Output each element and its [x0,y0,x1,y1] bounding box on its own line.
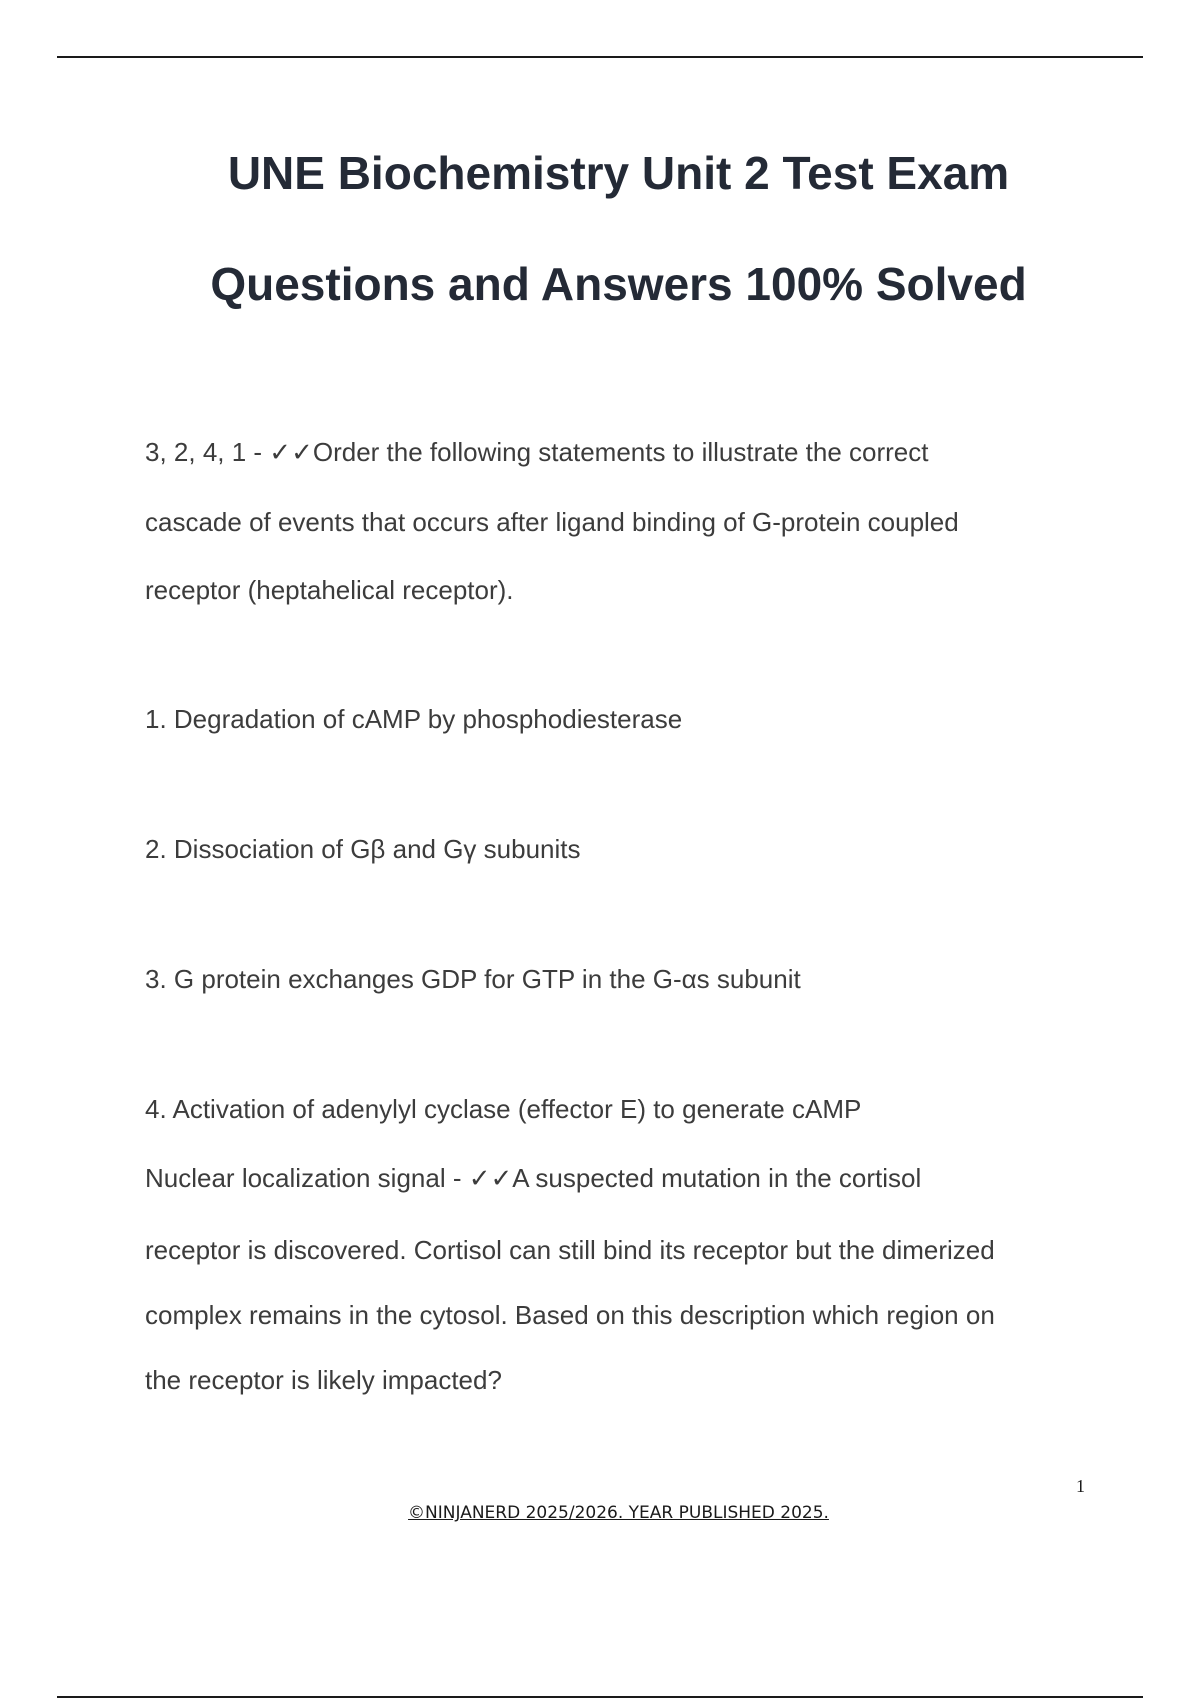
q2-text-line-4: the receptor is likely impacted? [145,1365,502,1395]
q1-text-line-3: receptor (heptahelical receptor). [145,575,514,605]
q1-item-2: 2. Dissociation of Gβ and Gγ subunits [145,834,581,864]
q1-item-4: 4. Activation of adenylyl cyclase (effector E) to generate cAMP [145,1094,862,1124]
q1-item-3: 3. G protein exchanges GDP for GTP in the G-αs subunit [145,964,801,994]
document-title-line-2: Questions and Answers 100% Solved [210,258,1027,310]
document-title-line-1: UNE Biochemistry Unit 2 Test Exam [227,147,1010,199]
q2-text-line-2: receptor is discovered. Cortisol can still bind its receptor but the dimerized [145,1235,995,1265]
bottom-divider [57,1696,1143,1698]
top-divider [57,56,1143,58]
q1-text-line-2: cascade of events that occurs after ligand binding of G-protein coupled [145,507,959,537]
page-number: 1 [1076,1476,1085,1496]
q2-text-line-1: Nuclear localization signal - ✓✓A suspected mutation in the cortisol [145,1163,922,1193]
q1-item-1: 1. Degradation of cAMP by phosphodiesterase [145,704,683,734]
q1-text-line-1: 3, 2, 4, 1 - ✓✓Order the following statements to illustrate the correct [145,437,929,467]
copyright-footer: ©NINJANERD 2025/2026. YEAR PUBLISHED 2025. [408,1503,829,1523]
q2-text-line-3: complex remains in the cytosol. Based on this description which region on [145,1300,995,1330]
